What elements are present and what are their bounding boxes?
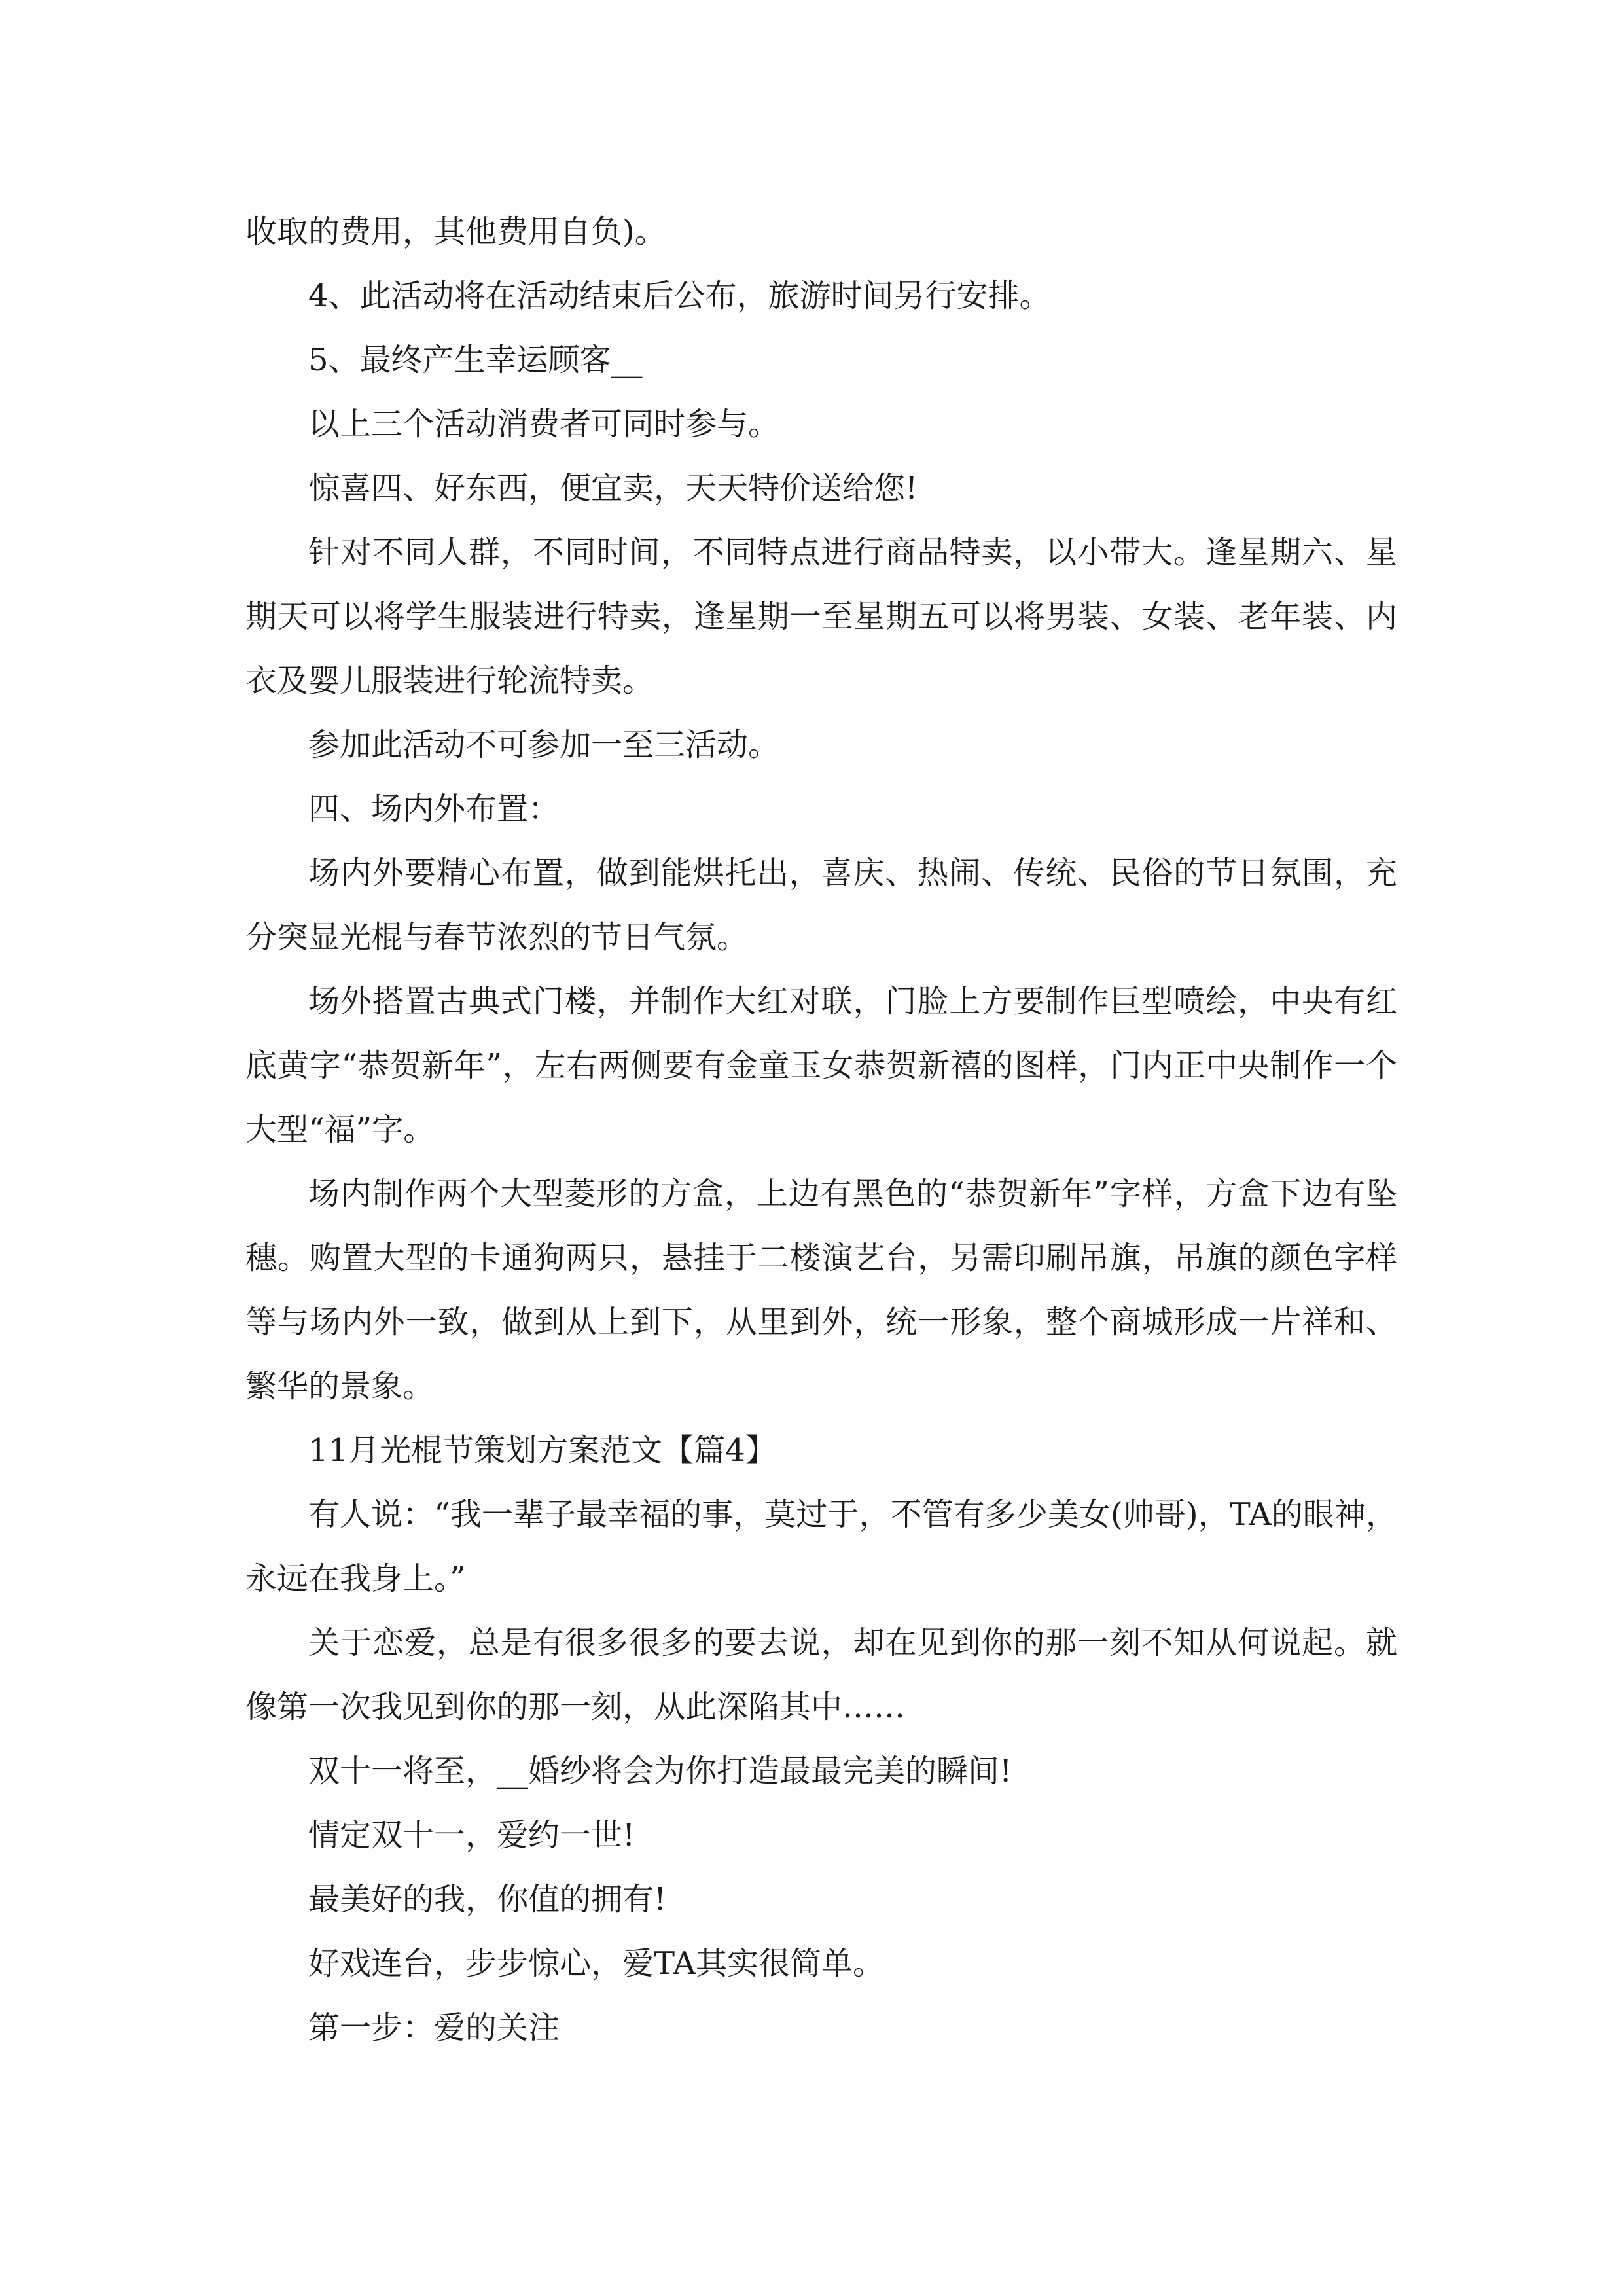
paragraph: 惊喜四、好东西，便宜卖，天天特价送给您! (308, 470, 918, 507)
document-body (245, 200, 1397, 2060)
paragraph: 双十一将至，__婚纱将会为你打造最最完美的瞬间! (308, 1753, 1012, 1789)
section-heading: 四、场内外布置： (308, 791, 560, 827)
paragraph: 针对不同人群，不同时间，不同特点进行商品特卖，以小带大。逢星期六、星期天可以将学生服装进行特卖，逢星期一至星期五可以将男装、女装、老年装、内衣及婴儿服装进行轮流特卖。 (245, 534, 1397, 699)
paragraph: 场内外要精心布置，做到能烘托出，喜庆、热闹、传统、民俗的节日氛围，充分突显光棍与春节浓烈的节日气氛。 (245, 855, 1397, 956)
paragraph: 情定双十一，爱约一世! (308, 1817, 635, 1854)
paragraph: 场内制作两个大型菱形的方盒，上边有黑色的“恭贺新年”字样，方盒下边有坠穗。购置大型的卡通狗两只，悬挂于二楼演艺台，另需印刷吊旗，吊旗的颜色字样等与场内外一致，做到从上到下，从里到外，统一形象，整个商城形成一片祥和、繁华的景象。 (245, 1175, 1397, 1405)
paragraph: 收取的费用，其他费用自负)。 (245, 213, 666, 250)
section-heading: 11月光棍节策划方案范文【篇4】 (308, 1432, 777, 1469)
paragraph: 4、此活动将在活动结束后公布，旅游时间另行安排。 (308, 278, 1051, 314)
paragraph: 5、最终产生幸运顾客__ (308, 342, 643, 378)
paragraph: 有人说：“我一辈子最幸福的事，莫过于，不管有多少美女(帅哥)，TA的眼神，永远在我身上。” (245, 1496, 1397, 1597)
paragraph: 第一步：爱的关注 (308, 2009, 560, 2046)
paragraph: 好戏连台，步步惊心，爱TA其实很简单。 (308, 1945, 885, 1982)
paragraph: 参加此活动不可参加一至三活动。 (308, 726, 780, 763)
paragraph: 关于恋爱，总是有很多很多的要去说，却在见到你的那一刻不知从何说起。就像第一次我见到你的那一刻，从此深陷其中…… (245, 1624, 1397, 1725)
paragraph: 场外搭置古典式门楼，并制作大红对联，门脸上方要制作巨型喷绘，中央有红底黄字“恭贺新年”，左右两侧要有金童玉女恭贺新禧的图样，门内正中央制作一个大型“福”字。 (245, 983, 1397, 1148)
paragraph: 最美好的我，你值的拥有! (308, 1881, 667, 1918)
paragraph: 以上三个活动消费者可同时参与。 (308, 406, 780, 442)
